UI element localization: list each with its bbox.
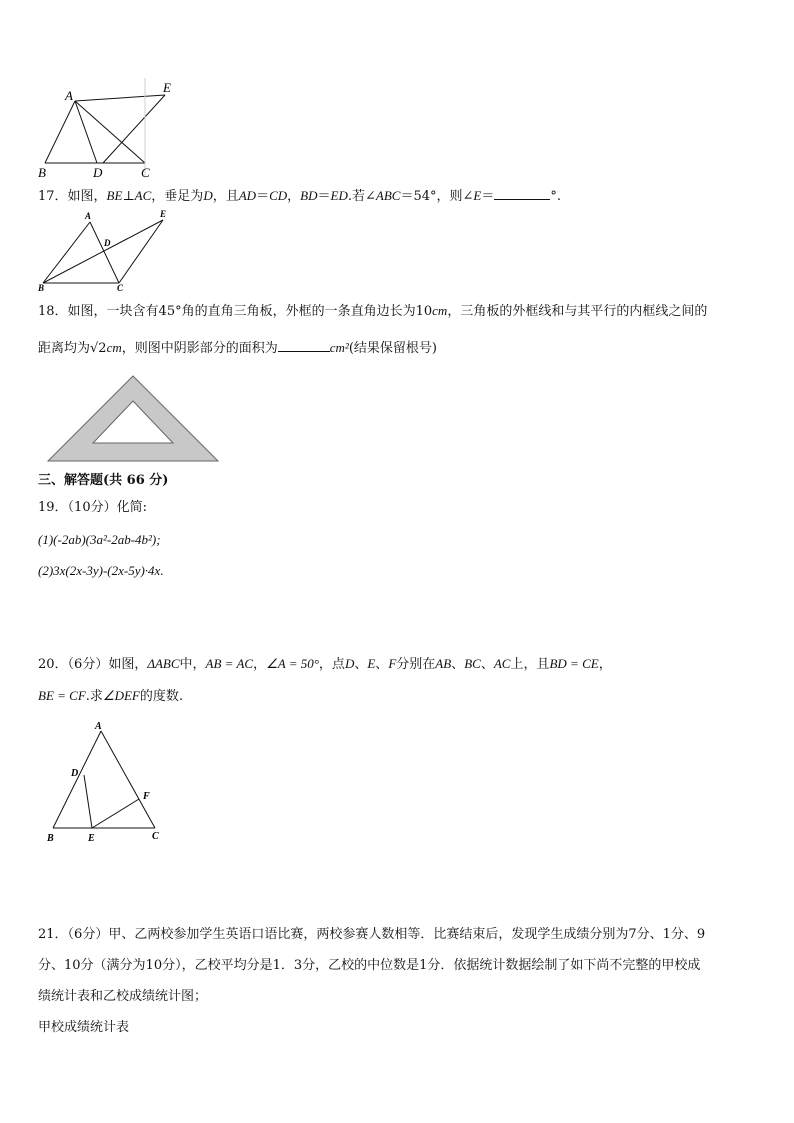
q20-text: 的度数. [139,689,183,704]
q20-eq: AB = AC [205,656,254,671]
q20-text: ，点 [318,657,345,672]
segment-ac [90,222,119,283]
figure-q16 [38,78,188,178]
segment-ab [43,222,90,283]
q17-abc: ABC [375,188,401,203]
q20-bc: BC [464,656,481,671]
figure-q20 [44,720,169,845]
label-a: A [85,211,92,221]
question-21-line2: 分、10分（满分为10分），乙校平均分是1．3分，乙校的中位数是1分．依据统计数据绘制了如下尚不完整的甲校成 [38,958,701,973]
q18-unit: cm [106,340,122,355]
q20-e: E [367,656,376,671]
segment-ec [119,220,163,283]
shaded-region [48,376,218,461]
question-18-line1 [38,302,707,321]
q17-ed: ED [330,188,348,203]
question-19-part-2: (2)3x(2x-3y)-(2x-5y)·4x. [38,563,164,578]
q17-comma: ， [287,189,301,204]
q17-text: ＝54°，则∠ [400,189,474,204]
q20-sep: 、 [354,657,368,672]
q20-angle: ∠DEF [102,688,140,703]
q18-text: ，三角板的外框线和与其平行的内框线之间的 [447,304,708,319]
q17-e: E [473,188,482,203]
answer-blank-q18[interactable] [278,339,330,352]
q17-text: ，且 [212,189,239,204]
label-d: D [93,165,103,180]
q17-text: ，垂足为 [151,189,204,204]
q20-angle: ∠A = 50° [266,656,319,671]
segment-be [43,220,163,283]
question-21-table-caption: 甲校成绩统计表 [38,1020,130,1035]
q17-eq: ＝ [317,189,331,204]
q18-text: ，则图中阴影部分的面积为 [121,341,278,356]
segment-ae [75,95,165,101]
question-20-line2 [38,687,183,706]
figure-q17 [38,210,178,292]
q17-eq: ＝ [256,189,270,204]
label-a: A [95,721,102,732]
q17-perp: ⊥ [122,189,135,204]
q17-number: 17．如图， [38,189,107,204]
q17-cd: CD [269,188,288,203]
question-19-part-1: (1)(-2ab)(3a²-2ab-4b²); [38,532,161,547]
label-b: B [38,165,46,180]
label-f: F [143,791,150,802]
section-3-title: 三、解答题(共 66 分) [38,473,169,488]
label-e: E [88,833,95,844]
label-b: B [47,833,54,844]
q20-d: D [344,656,355,671]
q17-be: BE [106,188,123,203]
question-20-line1 [38,655,612,674]
label-c: C [152,831,159,842]
label-d: D [71,768,79,779]
q20-eq: BD = CE [549,656,599,671]
q20-triangle: ΔABC [147,656,180,671]
label-a: A [65,88,73,103]
q18-unit: cm [432,303,448,318]
question-17 [38,187,561,206]
q20-f: F [388,656,397,671]
question-19-head: 19．（10分）化简: [38,500,147,515]
q20-sep: 、 [451,657,465,672]
q20-text: 分别在 [396,657,436,672]
q17-bd: BD [300,188,318,203]
q20-text: .求 [85,689,103,704]
segment-de [84,775,92,828]
q18-text: 18．如图，一块含有45°角的直角三角板，外框的一条直角边长为10 [38,304,433,319]
figure-q18-set-square [46,374,220,464]
label-d: D [104,238,111,248]
q20-eq: BE = CF [38,688,86,703]
q20-ab: AB [435,656,452,671]
label-e: E [160,209,167,219]
q17-degree: °. [550,189,561,204]
q18-unit: cm² [329,340,349,355]
q20-ac: AC [493,656,511,671]
q17-d: D [203,188,213,203]
segment-ef [92,799,139,828]
question-21-line1: 21．（6分）甲、乙两校参加学生英语口语比赛，两校参赛人数相等．比赛结束后，发现学生成绩分别为7分、1分、9 [38,927,706,942]
q20-text: 上，且 [510,657,550,672]
q20-text: 中， [179,657,206,672]
answer-blank-q17[interactable] [494,187,550,200]
q20-text: 20．（6分）如图， [38,657,148,672]
q17-ad: AD [238,188,257,203]
label-e: E [163,80,171,95]
q17-text: .若∠ [347,189,376,204]
segment-ab [45,101,75,163]
q17-eq: ＝ [481,189,495,204]
q17-ac: AC [134,188,152,203]
q20-comma: ， [253,657,267,672]
q20-comma: ， [598,657,612,672]
q20-sep: 、 [375,657,389,672]
q18-text: (结果保留根号) [348,341,437,356]
question-18-line2 [38,339,437,358]
label-b: B [38,283,45,293]
question-21-line3: 绩统计表和乙校成绩统计图； [38,989,208,1004]
segment-ac [101,731,155,828]
q20-sep: 、 [480,657,494,672]
q18-text: 距离均为 [38,341,91,356]
segment-ab [53,731,101,828]
q18-sqrt: √2 [90,341,107,356]
label-c: C [117,283,124,293]
label-c: C [141,165,150,180]
